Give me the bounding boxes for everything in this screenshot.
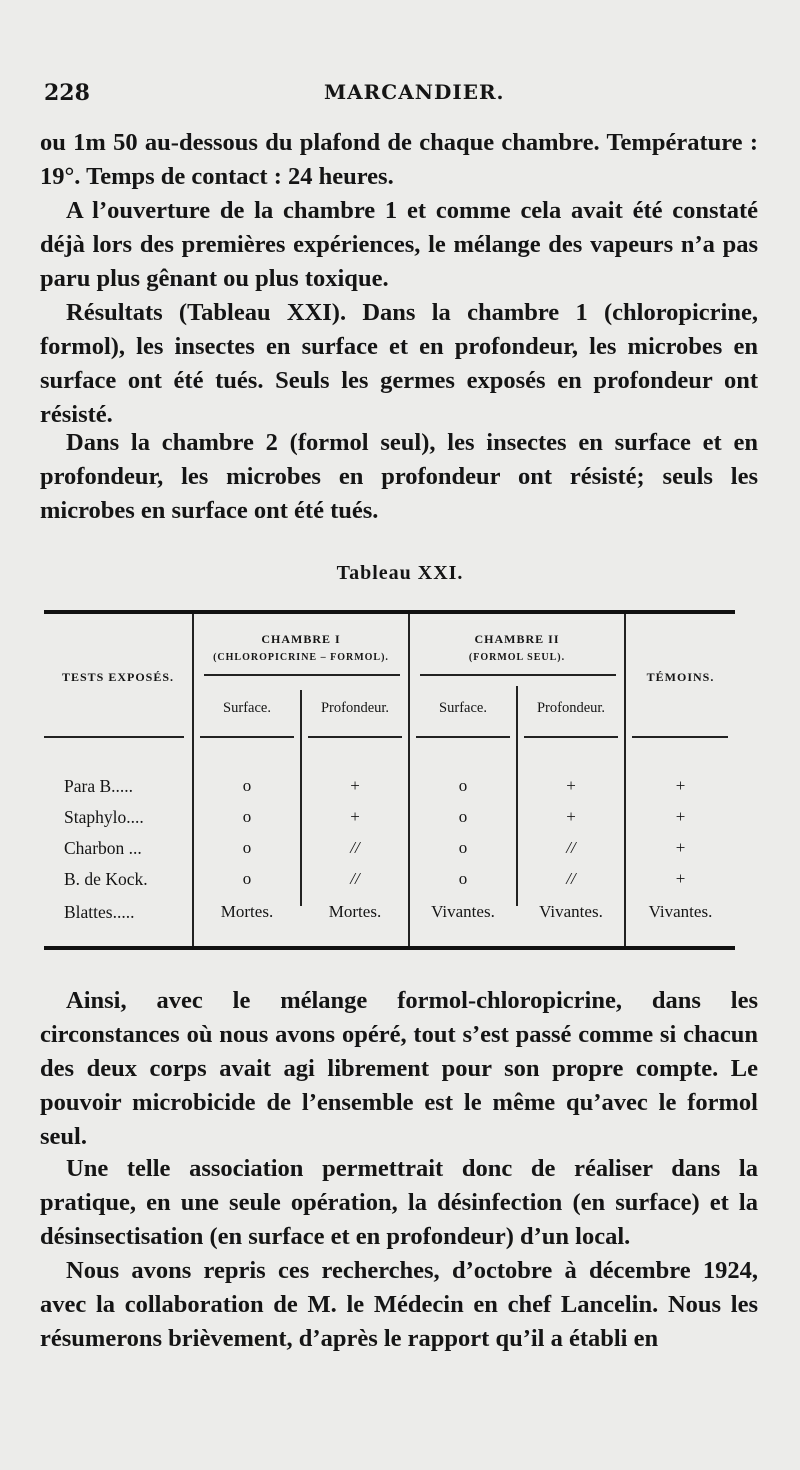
row-label: Charbon ... xyxy=(64,838,142,858)
column-header-tests: TESTS EXPOSÉS. xyxy=(61,670,175,684)
cell-temoins: Vivantes. xyxy=(648,902,713,921)
cell-chambre2-profondeur: // xyxy=(566,838,576,857)
cell-chambre2-surface: o xyxy=(458,807,468,826)
sub-header-surface: Surface. xyxy=(223,700,271,716)
cell-chambre1-profondeur: + xyxy=(350,807,360,826)
cell-chambre2-profondeur: Vivantes. xyxy=(539,902,603,921)
cell-chambre1-surface: o xyxy=(242,776,252,795)
paragraph-5: Ainsi, avec le mélange formol-chloropicrine, dans les circonstances où nous avons opéré, tout s’est passé comme si chacun des deux corps avait agi librement pour son propre compte. Le pouvoir microbicide de l’ensemble est le même qu’avec le formol seul. xyxy=(40,987,758,1150)
brace-rule xyxy=(204,674,400,676)
table-caption: Tableau XXI. xyxy=(336,562,464,584)
column-header-chambre-2: CHAMBRE II xyxy=(474,632,560,646)
cell-chambre1-surface: o xyxy=(242,869,252,888)
header-rule xyxy=(416,736,510,738)
row-label: Para B..... xyxy=(64,776,134,796)
header-rule xyxy=(200,736,294,738)
cell-chambre2-surface: o xyxy=(458,776,468,795)
cell-chambre2-surface: Vivantes. xyxy=(431,902,495,921)
chambre-2-subtitle: (FORMOL SEUL). xyxy=(468,652,566,663)
cell-temoins: + xyxy=(675,807,686,826)
paragraph-2: A l’ouverture de la chambre 1 et comme cela avait été constaté déjà lors des premières expériences, le mélange des vapeurs n’a pas paru plus gênant ou plus toxique. xyxy=(40,197,758,292)
sub-header-profondeur: Profondeur. xyxy=(536,700,606,716)
sub-header-profondeur: Profondeur. xyxy=(320,700,390,716)
header-rule xyxy=(524,736,618,738)
cell-chambre2-surface: o xyxy=(458,838,468,857)
cell-chambre1-profondeur: // xyxy=(350,869,360,888)
cell-chambre1-profondeur: Mortes. xyxy=(328,902,382,921)
cell-chambre1-surface: Mortes. xyxy=(220,902,274,921)
paragraph-7: Nous avons repris ces recherches, d’octobre à décembre 1924, avec la collaboration de M. le Médecin en chef Lancelin. Nous les résumerons brièvement, d’après le rapport qu’il a établi en xyxy=(40,1257,758,1352)
cell-chambre2-profondeur: // xyxy=(566,869,576,888)
sub-header-surface: Surface. xyxy=(439,700,487,716)
running-head: MARCANDIER. xyxy=(324,80,505,104)
header-rule xyxy=(308,736,402,738)
cell-chambre1-surface: o xyxy=(242,838,252,857)
column-header-chambre-1: CHAMBRE I xyxy=(261,632,341,646)
row-label: Staphylo.... xyxy=(64,807,144,827)
cell-chambre2-profondeur: + xyxy=(566,807,576,826)
brace-rule xyxy=(420,674,616,676)
header-rule xyxy=(632,736,728,738)
cell-temoins: + xyxy=(675,838,686,857)
cell-chambre2-profondeur: + xyxy=(566,776,576,795)
cell-temoins: + xyxy=(675,869,686,888)
paragraph-4: Dans la chambre 2 (formol seul), les insectes en surface et en profondeur, les microbes en profondeur ont résisté; seuls les microbes en surface ont été tués. xyxy=(40,429,758,524)
page-header xyxy=(44,80,756,112)
cell-chambre1-profondeur: // xyxy=(350,838,360,857)
paragraph-3: Résultats (Tableau XXI). Dans la chambre 1 (chloropicrine, formol), les insectes en surface et en profondeur, les microbes en surface ont été tués. Seuls les germes exposés en profondeur ont résisté. xyxy=(40,299,758,428)
paragraph-6: Une telle association permettrait donc de réaliser dans la pratique, en une seule opération, la désinfection (en surface) et la désinsectisation (en surface et en profondeur) d’un local. xyxy=(40,1155,758,1250)
row-label: B. de Kock. xyxy=(64,869,148,889)
page-number: 228 xyxy=(44,80,90,106)
chambre-1-subtitle: (CHLOROPICRINE – FORMOL). xyxy=(213,652,389,663)
header-rule xyxy=(44,736,184,738)
cell-temoins: + xyxy=(675,776,686,795)
paragraph-1: ou 1m 50 au-dessous du plafond de chaque chambre. Température : 19°. Temps de contact : 24 heures. xyxy=(40,129,758,190)
row-label: Blattes..... xyxy=(64,902,135,922)
cell-chambre2-surface: o xyxy=(458,869,468,888)
cell-chambre1-surface: o xyxy=(242,807,252,826)
cell-chambre1-profondeur: + xyxy=(350,776,360,795)
column-header-temoins: TÉMOINS. xyxy=(646,670,715,684)
results-table xyxy=(44,610,735,950)
